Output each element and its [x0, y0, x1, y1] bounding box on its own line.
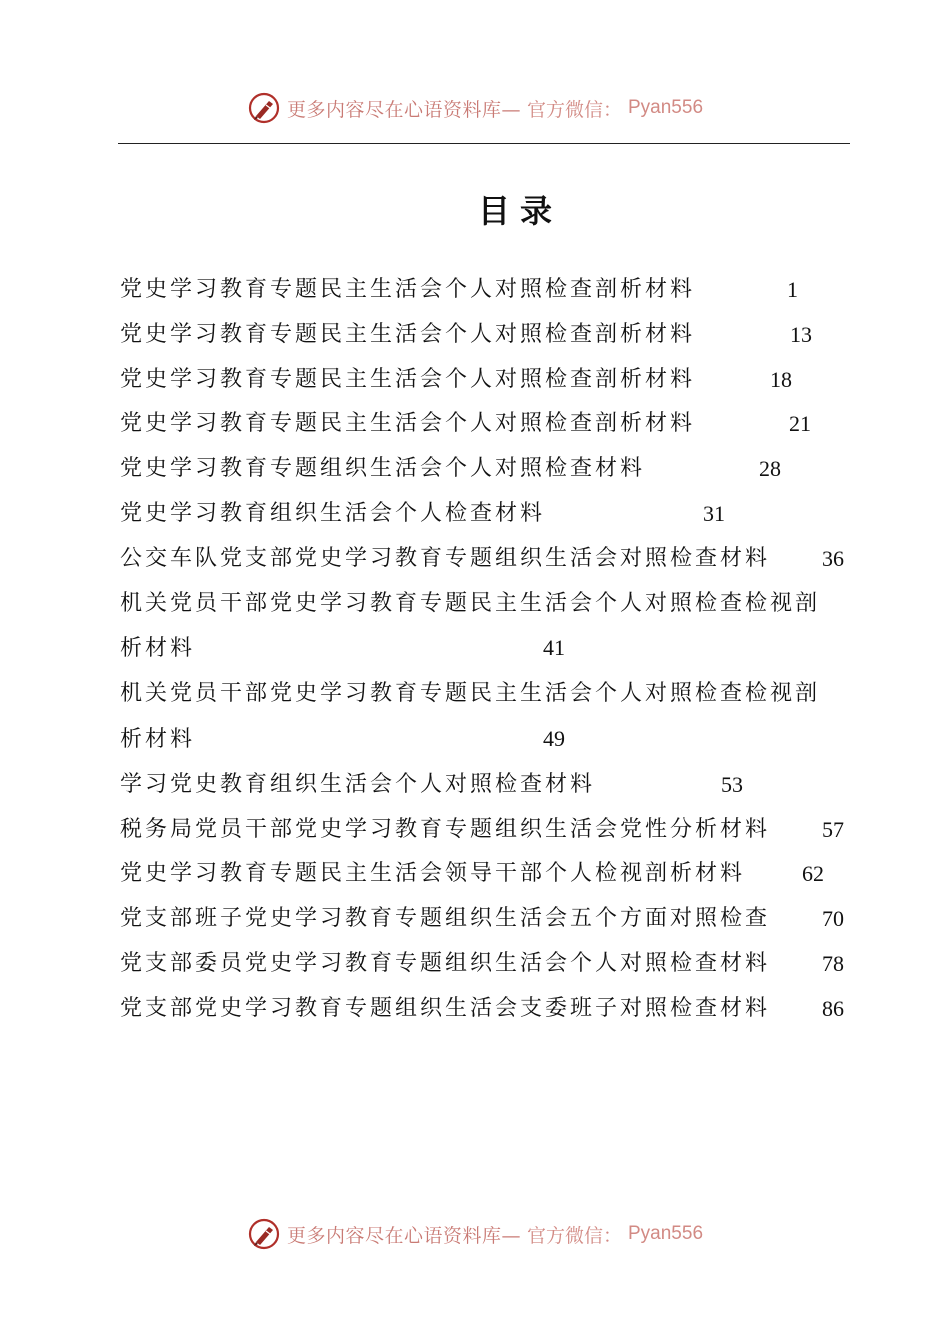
toc-entry[interactable] — [120, 313, 850, 358]
toc-entry-title: 党史学习教育专题民主生活会个人对照检查剖析材料 — [120, 366, 696, 392]
footer-wechat-label: 官方微信： — [526, 1224, 622, 1247]
toc-entry-title-line2 — [120, 626, 850, 672]
toc-entry[interactable] — [120, 358, 850, 403]
page-title: 目录 — [477, 192, 562, 230]
header-wechat-label: 官方微信： — [526, 98, 622, 121]
toc-entry-page: 31 — [703, 500, 725, 526]
toc-entry[interactable] — [120, 808, 850, 853]
toc-entry-title-line1: 机关党员干部党史学习教育专题民主生活会个人对照检查检视剖 — [120, 681, 821, 707]
toc-entry-page: 36 — [822, 545, 844, 571]
toc-entry-title: 党史学习教育专题民主生活会个人对照检查剖析材料 — [120, 411, 696, 437]
toc-entry-title: 学习党史教育组织生活会个人对照检查材料 — [120, 771, 596, 797]
toc-entry[interactable] — [120, 897, 850, 942]
toc-entry-title: 税务局党员干部党史学习教育专题组织生活会党性分析材料 — [120, 816, 771, 842]
toc-entry-title: 公交车队党支部党史学习教育专题组织生活会对照检查材料 — [120, 545, 771, 571]
toc-entry[interactable] — [120, 447, 850, 492]
toc-entry-page: 70 — [822, 906, 844, 932]
header-brand-text: 更多内容尽在心语资料库— — [286, 98, 521, 121]
toc-entry-page: 49 — [543, 725, 566, 751]
toc-entry[interactable] — [120, 987, 850, 1032]
header-divider — [118, 143, 850, 144]
toc-entry-title: 党史学习教育组织生活会个人检查材料 — [120, 500, 546, 526]
toc-entry-page: 13 — [790, 321, 812, 347]
toc-entry-page: 21 — [789, 411, 811, 437]
toc-entry-title: 党史学习教育专题民主生活会个人对照检查剖析材料 — [120, 321, 696, 347]
toc-entry-page: 78 — [822, 950, 844, 976]
toc-entry[interactable] — [120, 852, 850, 897]
toc-entry[interactable] — [120, 672, 850, 763]
toc-entry[interactable] — [120, 942, 850, 987]
footer-brand-text: 更多内容尽在心语资料库— — [286, 1224, 521, 1247]
toc-entry-title: 党支部委员党史学习教育专题组织生活会个人对照检查材料 — [120, 950, 771, 976]
toc-entry[interactable] — [120, 492, 850, 537]
toc-entry-page: 53 — [721, 771, 743, 797]
toc-entry[interactable] — [120, 582, 850, 673]
page-header — [0, 86, 950, 130]
pen-logo-icon — [247, 91, 281, 125]
footer-brand — [247, 1217, 703, 1251]
footer-wechat-id: Pyan556 — [628, 1223, 704, 1244]
toc-entry-title-line2 — [120, 717, 850, 763]
toc-entry[interactable] — [120, 763, 850, 808]
toc-entry-title-cont: 析材料 — [120, 726, 196, 752]
toc-entry-title: 党史学习教育专题民主生活会领导干部个人检视剖析材料 — [120, 861, 746, 887]
table-of-contents — [120, 268, 850, 1032]
header-brand — [247, 91, 703, 125]
toc-entry-page: 28 — [759, 456, 781, 482]
toc-entry-title: 党史学习教育专题组织生活会个人对照检查材料 — [120, 456, 646, 482]
toc-entry-page: 18 — [770, 366, 792, 392]
toc-entry-title: 党史学习教育专题民主生活会个人对照检查剖析材料 — [120, 277, 696, 302]
toc-entry-page: 62 — [802, 861, 824, 887]
page-footer — [0, 1212, 950, 1256]
toc-entry-title-cont: 析材料 — [120, 636, 196, 662]
toc-entry-title: 党支部班子党史学习教育专题组织生活会五个方面对照检查 — [120, 906, 771, 932]
header-wechat-id: Pyan556 — [628, 97, 704, 118]
toc-entry-page: 1 — [787, 277, 798, 302]
toc-entry-page: 86 — [822, 995, 844, 1021]
toc-entry-page: 41 — [543, 635, 566, 661]
toc-entry-page: 57 — [822, 816, 844, 842]
toc-entry-title-line1: 机关党员干部党史学习教育专题民主生活会个人对照检查检视剖 — [120, 590, 821, 616]
toc-entry[interactable] — [120, 268, 850, 313]
toc-entry[interactable] — [120, 537, 850, 582]
toc-entry-title: 党支部党史学习教育专题组织生活会支委班子对照检查材料 — [120, 995, 771, 1021]
toc-entry[interactable] — [120, 402, 850, 447]
pen-logo-icon — [247, 1217, 281, 1251]
